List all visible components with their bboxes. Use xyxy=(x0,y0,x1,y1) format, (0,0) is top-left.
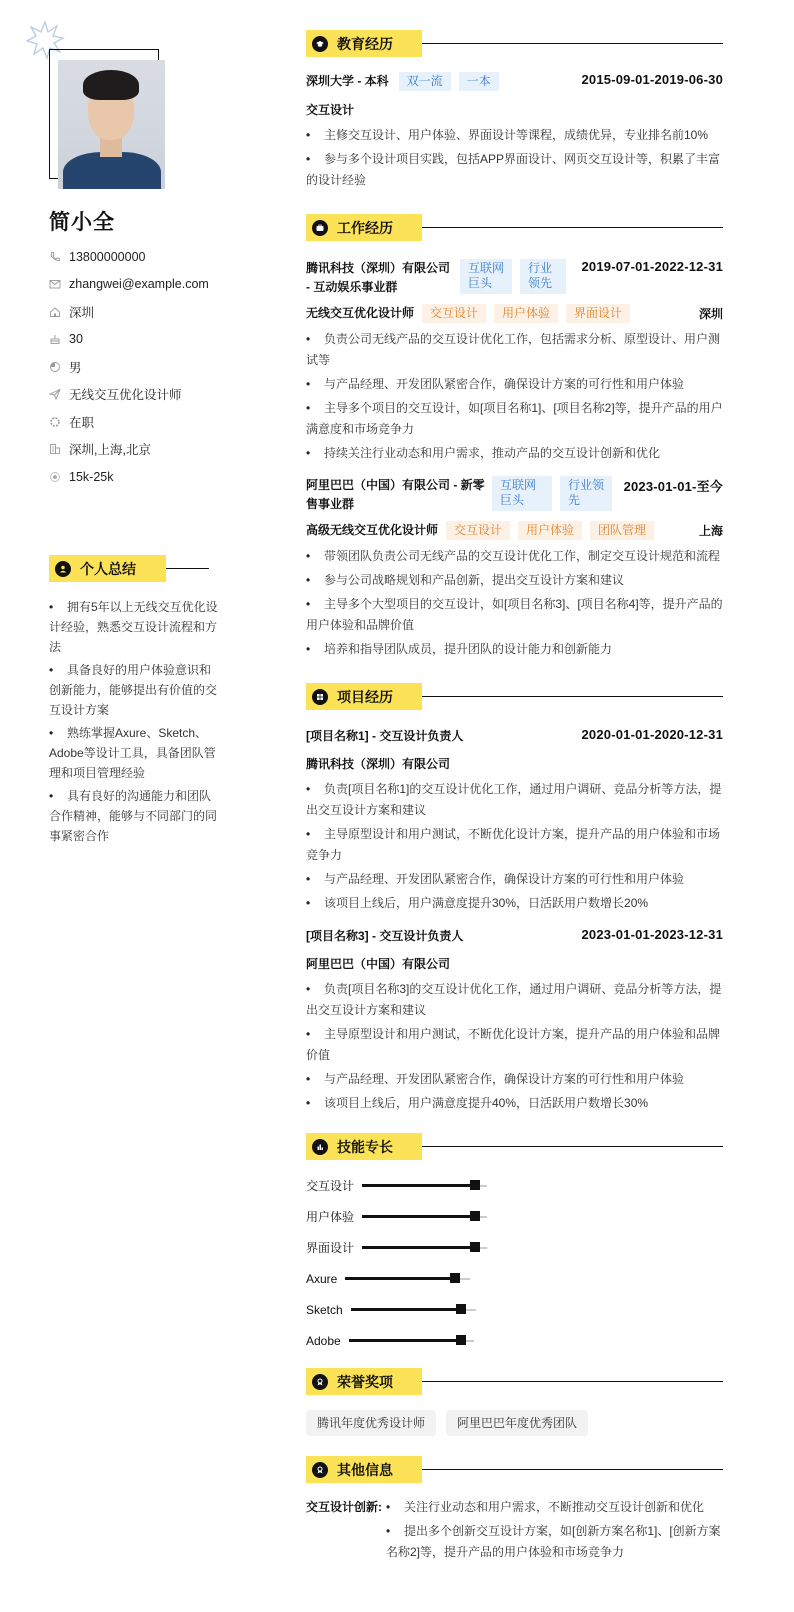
job-details xyxy=(306,329,723,464)
job-detail-item: • 带领团队负责公司无线产品的交互设计优化工作，制定交互设计规范和流程 xyxy=(306,546,723,567)
projects-title: 项目经历 xyxy=(337,688,393,705)
skills-title: 技能专长 xyxy=(337,1138,393,1155)
award-icon xyxy=(312,1462,328,1478)
education-title: 教育经历 xyxy=(337,35,393,52)
briefcase-icon xyxy=(312,220,328,236)
other-item: • 关注行业动态和用户需求，不断推动交互设计创新和优化 xyxy=(386,1497,723,1518)
project-detail-item: • 与产品经理、开发团队紧密合作，确保设计方案的可行性和用户体验 xyxy=(306,869,723,890)
skill-row xyxy=(306,1294,723,1325)
award-icon xyxy=(312,1374,328,1390)
job-detail-item: • 主导多个项目的交互设计，如[项目名称1]、[项目名称2]等，提升产品的用户满意度和市场竞争力 xyxy=(306,398,723,440)
skill-knob xyxy=(450,1273,460,1283)
divider-line xyxy=(422,696,723,698)
company-tag: 行业 xyxy=(528,261,553,275)
skill-bar xyxy=(349,1340,474,1342)
skill-knob xyxy=(470,1242,480,1252)
skill-knob xyxy=(470,1180,480,1190)
info-cities: 深圳,上海,北京 xyxy=(49,436,269,464)
summary-item: • 熟练掌握Axure、Sketch、Adobe等设计工具，具备团队管理和项目管理经验 xyxy=(49,723,219,783)
work-section-header xyxy=(306,214,723,241)
education-tag: 双一流 xyxy=(399,72,451,91)
project-entry xyxy=(306,727,723,914)
company-tag-line2: 巨头 xyxy=(468,276,493,290)
skill-label: 界面设计 xyxy=(306,1241,355,1255)
company-tag-line2: 巨头 xyxy=(500,493,525,507)
skill-knob xyxy=(456,1335,466,1345)
skill-row xyxy=(306,1263,723,1294)
summary-item: • 具有良好的沟通能力和团队合作精神，能够与不同部门的同事紧密合作 xyxy=(49,786,219,846)
job-skill-tag: 用户体验 xyxy=(518,521,582,540)
info-salary: 15k-25k xyxy=(49,463,269,491)
job-city: 上海 xyxy=(698,524,723,538)
info-city: 深圳 xyxy=(49,298,269,326)
job-skill-tag: 交互设计 xyxy=(446,521,510,540)
project-detail-item: • 与产品经理、开发团队紧密合作，确保设计方案的可行性和用户体验 xyxy=(306,1069,723,1090)
education-section xyxy=(306,30,723,194)
summary-section-header xyxy=(49,555,209,582)
projects-section xyxy=(306,683,723,1117)
job-detail-item: • 与产品经理、开发团队紧密合作，确保设计方案的可行性和用户体验 xyxy=(306,374,723,395)
other-info xyxy=(306,1497,723,1566)
awards-section xyxy=(306,1368,723,1436)
building-icon xyxy=(49,443,61,455)
other-section xyxy=(306,1456,723,1566)
work-section xyxy=(306,214,723,663)
summary-title: 个人总结 xyxy=(80,560,136,577)
project-details xyxy=(306,779,723,914)
other-section-header xyxy=(306,1456,723,1483)
company-tag: 互联网 xyxy=(500,478,537,492)
contact-info-list xyxy=(49,243,269,491)
project-detail-item: • 该项目上线后，用户满意度提升40%，日活跃用户数增长30% xyxy=(306,1093,723,1114)
project-detail-item: • 该项目上线后，用户满意度提升30%，日活跃用户数增长20% xyxy=(306,893,723,914)
project-company: 腾讯科技（深圳）有限公司 xyxy=(306,757,451,771)
job-date: 2019-07-01-2022-12-31 xyxy=(581,259,723,274)
awards-list xyxy=(306,1410,723,1436)
phone-icon xyxy=(49,251,61,263)
major: 交互设计 xyxy=(306,103,355,117)
other-list xyxy=(386,1497,723,1566)
education-date: 2015-09-01-2019-06-30 xyxy=(581,72,723,87)
divider-line xyxy=(422,1381,723,1383)
skill-bar xyxy=(362,1247,487,1249)
send-icon xyxy=(49,388,61,400)
company-dept: - 互动娱乐事业群 xyxy=(306,280,398,294)
projects-section-header xyxy=(306,683,723,710)
home-icon xyxy=(49,306,61,318)
info-gender: 男 xyxy=(49,353,269,381)
job-role: 无线交互优化设计师 xyxy=(306,306,415,320)
job-skill-tag: 团队管理 xyxy=(590,521,654,540)
skills-list xyxy=(306,1170,723,1356)
work-title: 工作经历 xyxy=(337,219,393,236)
grid-icon xyxy=(312,689,328,705)
skill-label: Sketch xyxy=(306,1302,343,1317)
status-icon xyxy=(49,416,61,428)
job-city: 深圳 xyxy=(698,307,723,321)
summary-item: • 具备良好的用户体验意识和创新能力，能够提出有价值的交互设计方案 xyxy=(49,660,219,720)
project-detail-item: • 负责[项目名称3]的交互设计优化工作，通过用户调研、竞品分析等方法，提出交互设计方案和建议 xyxy=(306,979,723,1021)
sidebar xyxy=(0,0,280,1612)
other-title: 其他信息 xyxy=(337,1461,393,1478)
skill-label: 用户体验 xyxy=(306,1210,355,1224)
gender-icon xyxy=(49,361,61,373)
job-skill-tag: 用户体验 xyxy=(494,304,558,323)
project-detail-item: • 主导原型设计和用户测试，不断优化设计方案，提升产品的用户体验和品牌价值 xyxy=(306,1024,723,1066)
school-name: 深圳大学 - 本科 xyxy=(306,74,389,88)
skill-bar xyxy=(362,1216,487,1218)
project-company: 阿里巴巴（中国）有限公司 xyxy=(306,957,451,971)
company-tag-line2: 领先 xyxy=(528,276,553,290)
project-name: [项目名称3] - 交互设计负责人 xyxy=(306,929,464,943)
job-detail-item: • 培养和指导团队成员，提升团队的设计能力和创新能力 xyxy=(306,639,723,660)
project-details xyxy=(306,979,723,1114)
bar-chart-icon xyxy=(312,1139,328,1155)
skill-row xyxy=(306,1325,723,1356)
divider-line xyxy=(422,1146,723,1148)
mail-icon xyxy=(49,278,61,290)
skill-bar xyxy=(345,1278,470,1280)
job-detail-item: • 持续关注行业动态和用户需求，推动产品的交互设计创新和优化 xyxy=(306,443,723,464)
avatar xyxy=(58,60,165,189)
job-entry xyxy=(306,259,723,464)
project-detail-item: • 主导原型设计和用户测试，不断优化设计方案，提升产品的用户体验和市场竞争力 xyxy=(306,824,723,866)
graduation-cap-icon xyxy=(312,36,328,52)
project-date: 2020-01-01-2020-12-31 xyxy=(581,727,723,742)
education-detail-item: • 主修交互设计、用户体验、界面设计等课程，成绩优异，专业排名前10% xyxy=(306,125,723,146)
skill-bar xyxy=(362,1185,487,1187)
divider-line xyxy=(166,568,209,570)
info-position: 无线交互优化设计师 xyxy=(49,381,269,409)
summary-item: • 拥有5年以上无线交互优化设计经验，熟悉交互设计流程和方法 xyxy=(49,597,219,657)
info-phone: 13800000000 xyxy=(49,243,269,271)
awards-section-header xyxy=(306,1368,723,1395)
job-detail-item: • 主导多个大型项目的交互设计，如[项目名称3]、[项目名称4]等，提升产品的用户体验和品牌价值 xyxy=(306,594,723,636)
education-section-header xyxy=(306,30,723,57)
job-role: 高级无线交互优化设计师 xyxy=(306,523,439,537)
skills-section xyxy=(306,1133,723,1356)
project-entry xyxy=(306,927,723,1114)
company-name: 腾讯科技（深圳）有限公司 xyxy=(306,261,451,275)
job-detail-item: • 参与公司战略规划和产品创新，提出交互设计方案和建议 xyxy=(306,570,723,591)
divider-line xyxy=(422,227,723,229)
skills-section-header xyxy=(306,1133,723,1160)
info-status: 在职 xyxy=(49,408,269,436)
job-entry xyxy=(306,476,723,660)
skill-label: 交互设计 xyxy=(306,1179,355,1193)
education-details xyxy=(306,125,723,191)
skill-label: Axure xyxy=(306,1271,338,1286)
award-chip: 腾讯年度优秀设计师 xyxy=(306,1410,436,1436)
skill-knob xyxy=(470,1211,480,1221)
user-icon xyxy=(55,561,71,577)
skill-row xyxy=(306,1201,723,1232)
award-chip: 阿里巴巴年度优秀团队 xyxy=(446,1410,588,1436)
education-tag: 一本 xyxy=(459,72,499,91)
company-name: 阿里巴巴（中国）有限公司 - 新零 xyxy=(306,478,485,492)
divider-line xyxy=(422,1469,723,1471)
skill-row xyxy=(306,1170,723,1201)
cake-icon xyxy=(49,333,61,345)
company-tag: 互联网 xyxy=(468,261,505,275)
salary-icon xyxy=(49,471,61,483)
job-skill-tag: 交互设计 xyxy=(422,304,486,323)
project-name: [项目名称1] - 交互设计负责人 xyxy=(306,729,464,743)
info-age: 30 xyxy=(49,326,269,354)
other-label: 交互设计创新: xyxy=(306,1500,382,1514)
skill-label: Adobe xyxy=(306,1333,341,1348)
job-skill-tag: 界面设计 xyxy=(566,304,630,323)
job-date: 2023-01-01-至今 xyxy=(623,479,723,494)
education-detail-item: • 参与多个设计项目实践，包括APP界面设计、网页交互设计等，积累了丰富的设计经验 xyxy=(306,149,723,191)
divider-line xyxy=(422,43,723,45)
project-detail-item: • 负责[项目名称1]的交互设计优化工作，通过用户调研、竞品分析等方法，提出交互设计方案和建议 xyxy=(306,779,723,821)
project-date: 2023-01-01-2023-12-31 xyxy=(581,927,723,942)
company-tag: 行业领 xyxy=(568,478,605,492)
summary-list xyxy=(49,597,219,849)
company-tag-line2: 先 xyxy=(568,493,581,507)
info-email: zhangwei@example.com xyxy=(49,271,269,299)
skill-knob xyxy=(456,1304,466,1314)
skill-row xyxy=(306,1232,723,1263)
other-item: • 提出多个创新交互设计方案，如[创新方案名称1]、[创新方案名称2]等，提升产品的用户体验和市场竞争力 xyxy=(386,1521,723,1563)
candidate-name: 简小全 xyxy=(49,211,115,234)
company-dept: 售事业群 xyxy=(306,497,355,511)
job-details xyxy=(306,546,723,660)
awards-title: 荣誉奖项 xyxy=(337,1373,393,1390)
skill-bar xyxy=(351,1309,476,1311)
job-detail-item: • 负责公司无线产品的交互设计优化工作，包括需求分析、原型设计、用户测试等 xyxy=(306,329,723,371)
